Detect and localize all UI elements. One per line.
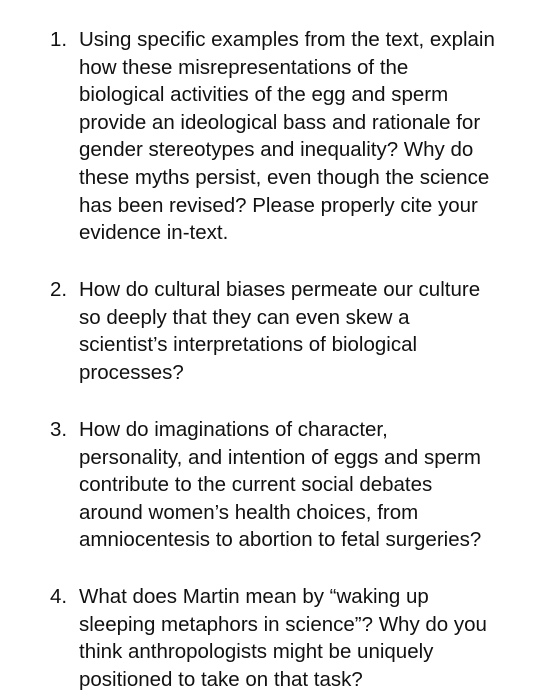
question-line: How do cultural biases permeate our culture xyxy=(79,278,481,301)
question-line: gender stereotypes and inequality? Why do xyxy=(79,138,474,162)
question-line: positioned to take on that task? xyxy=(79,667,363,691)
question-line: biological activities of the egg and sperm xyxy=(79,83,449,107)
question-line: Using specific examples from the text, explain xyxy=(79,28,495,51)
question-line: amniocentesis to abortion to fetal surgeries? xyxy=(79,528,482,552)
question-line: personality, and intention of eggs and sperm xyxy=(79,445,481,469)
question-number: 1. xyxy=(50,28,68,51)
question-line: how these misrepresentations of the xyxy=(79,55,409,79)
question-text xyxy=(79,26,529,247)
question-line: think anthropologists might be uniquely xyxy=(79,640,434,664)
question-line: these myths persist, even though the science xyxy=(79,165,490,189)
question-line: sleeping metaphors in science”? Why do you xyxy=(79,612,487,636)
question-line: around women’s health choices, from xyxy=(79,500,419,524)
question-line: has been revised? Please properly cite your xyxy=(79,193,478,217)
question-line: processes? xyxy=(79,360,184,384)
question-number: 2. xyxy=(50,278,68,301)
question-number: 4. xyxy=(50,585,68,608)
question-text xyxy=(79,583,529,693)
question-line: How do imaginations of character, xyxy=(79,418,388,441)
question-line: What does Martin mean by “waking up xyxy=(79,585,429,608)
question-text xyxy=(79,276,529,386)
question-line: scientist’s interpretations of biological xyxy=(79,333,418,357)
question-line: contribute to the current social debates xyxy=(79,473,433,497)
question-line: so deeply that they can even skew a xyxy=(79,305,410,329)
question-line: provide an ideological bass and rationale for xyxy=(79,110,481,134)
question-text xyxy=(79,416,529,554)
question-line: evidence in-text. xyxy=(79,221,229,245)
question-number: 3. xyxy=(50,418,68,441)
